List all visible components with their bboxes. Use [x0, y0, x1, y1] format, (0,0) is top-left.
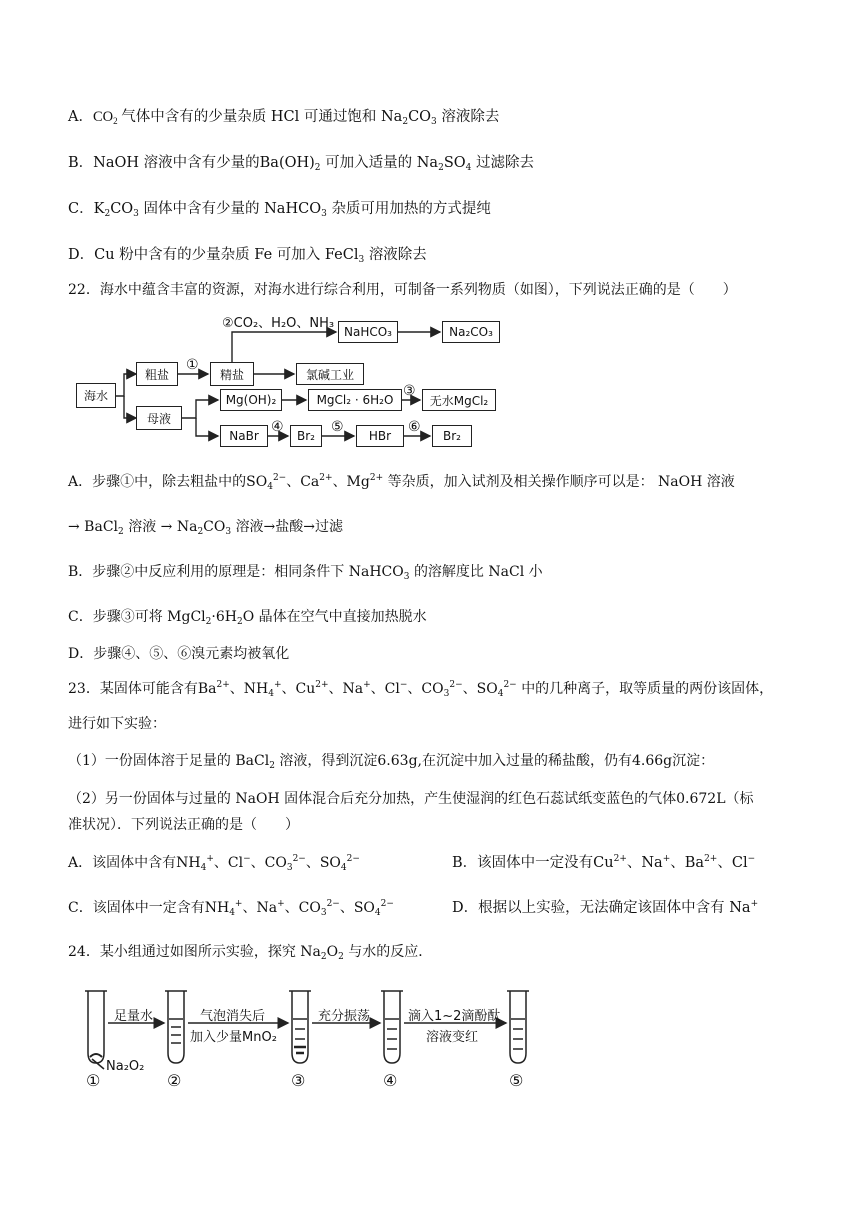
box-mother-liquor: 母液	[136, 406, 182, 430]
box-chlor-alkali: 氯碱工业	[296, 363, 364, 385]
test-tube-4	[381, 991, 403, 1063]
arrow-1-label: 足量水	[114, 1009, 154, 1024]
test-tube-3	[289, 991, 311, 1063]
arrow-2-label-bottom: 加入少量MnO₂	[190, 1030, 277, 1045]
step-2-label: ②CO₂、H₂O、NH₃	[222, 316, 335, 331]
arrow-4-label-bottom: 溶液变红	[426, 1030, 479, 1045]
q23-experiment-2: （2）另一份固体与过量的 NaOH 固体混合后充分加热，产生使湿润的红色石蕊试纸变蓝色的气体0.672L（标	[68, 791, 754, 807]
box-crude-salt: 粗盐	[136, 362, 178, 386]
q21-option-b: B．NaOH 溶液中含有少量的$Ba(OH)_2$ 可加入适量的 $Na_2SO_4$ 过滤除去	[68, 155, 534, 173]
tube-4-number: ④	[383, 1071, 398, 1090]
box-br2-a: Br₂	[290, 425, 322, 447]
q24-stem: 24．某小组通过如图所示实验，探究 $Na_2O_2$ 与水的反应．	[68, 944, 433, 962]
tube-5-number: ⑤	[509, 1071, 524, 1090]
step-1-label: ①	[186, 357, 199, 373]
box-na2co3: Na₂CO₃	[442, 321, 500, 343]
step-3-label: ③	[403, 383, 416, 399]
arrow-4-label-top: 滴入1~2滴酚酞	[408, 1009, 501, 1024]
q23-option-b: B．该固体中一定没有$Cu^{2+}$、Na+、$Ba^{2+}$、Cl−	[452, 854, 756, 871]
box-seawater: 海水	[76, 383, 116, 408]
test-tube-figure	[70, 985, 560, 1095]
arrow-3-label: 充分振荡	[318, 1009, 371, 1024]
q23-stem-cont: 进行如下实验：	[68, 716, 166, 732]
seawater-flow-diagram	[0, 0, 860, 460]
reagent-label: Na₂O₂	[106, 1059, 145, 1074]
step-6-label: ⑥	[408, 419, 421, 435]
q23-experiment-1: （1）一份固体溶于足量的 BaCl$_2$ 溶液，得到沉淀6.63g,在沉淀中加入过量的稀盐酸，仍有4.66g沉淀：	[68, 753, 715, 771]
tube-1-number: ①	[86, 1071, 101, 1090]
box-nabr: NaBr	[220, 425, 268, 447]
box-mgcl2-hydrate: MgCl₂ · 6H₂O	[308, 389, 402, 411]
arrow-2-label-top: 气泡消失后	[200, 1009, 266, 1024]
step-5-label: ⑤	[331, 419, 344, 435]
q22-option-a: A．步骤①中，除去粗盐中的$SO_4^{2-}$、$Ca^{2+}$、$Mg^{2+}$ 等杂质，加入试剂及相关操作顺序可以是： NaOH 溶液	[68, 473, 735, 492]
box-nahco3: NaHCO₃	[338, 321, 398, 343]
q22-stem: 22．海水中蕴含丰富的资源，对海水进行综合利用，可制备一系列物质（如图），下列说法正确的是（ ）	[68, 282, 737, 298]
tube-3-number: ③	[291, 1071, 306, 1090]
q21-option-a: A．$CO_2$ 气体中含有的少量杂质 HCl 可通过饱和 $Na_2CO_3$ 溶液除去	[68, 109, 500, 127]
box-br2-b: Br₂	[432, 425, 472, 447]
test-tube-5	[507, 991, 529, 1063]
q22-option-a-cont: → BaCl$_2$ 溶液 → $Na_2CO_3$ 溶液→盐酸→过滤	[68, 519, 344, 537]
box-anhydrous-mgcl2: 无水MgCl₂	[422, 389, 496, 411]
box-mgoh2: Mg(OH)₂	[220, 389, 282, 411]
q22-option-c: C．步骤③可将 $MgCl_2\cdot 6H_2O$ 晶体在空气中直接加热脱水	[68, 609, 427, 627]
q23-option-a: A．该固体中含有$NH_4^+$、Cl−、$CO_3^{2-}$、$SO_4^{2-}$	[68, 854, 360, 873]
box-refined-salt: 精盐	[210, 362, 254, 386]
q21-option-d: D．Cu 粉中含有的少量杂质 Fe 可加入 FeCl$_3$ 溶液除去	[68, 247, 427, 265]
test-tube-1	[85, 991, 107, 1063]
q22-option-d: D．步骤④、⑤、⑥溴元素均被氧化	[68, 646, 290, 662]
q23-option-c: C．该固体中一定含有$NH_4^+$、Na+、$CO_3^{2-}$、$SO_4^{2-}$	[68, 899, 394, 918]
tube-2-number: ②	[167, 1071, 182, 1090]
q23-option-d: D．根据以上实验，无法确定该固体中含有 Na+	[452, 899, 759, 916]
q22-option-b: B．步骤②中反应利用的原理是：相同条件下 NaHCO$_3$ 的溶解度比 NaCl 小	[68, 564, 543, 582]
box-hbr: HBr	[356, 425, 404, 447]
step-4-label: ④	[271, 419, 284, 435]
q21-option-c: C．$K_2CO_3$ 固体中含有少量的 NaHCO$_3$ 杂质可用加热的方式提纯	[68, 201, 491, 219]
test-tube-2	[165, 991, 187, 1063]
q23-stem: 23．某固体可能含有$Ba^{2+}$、$NH_4^+$、$Cu^{2+}$、Na+、Cl−、$CO_3^{2-}$、$SO_4^{2-}$ 中的几种离子，取等质量的两份该固体，	[68, 680, 774, 699]
q23-experiment-2-cont: 准状况）．下列说法正确的是（ ）	[68, 817, 299, 833]
